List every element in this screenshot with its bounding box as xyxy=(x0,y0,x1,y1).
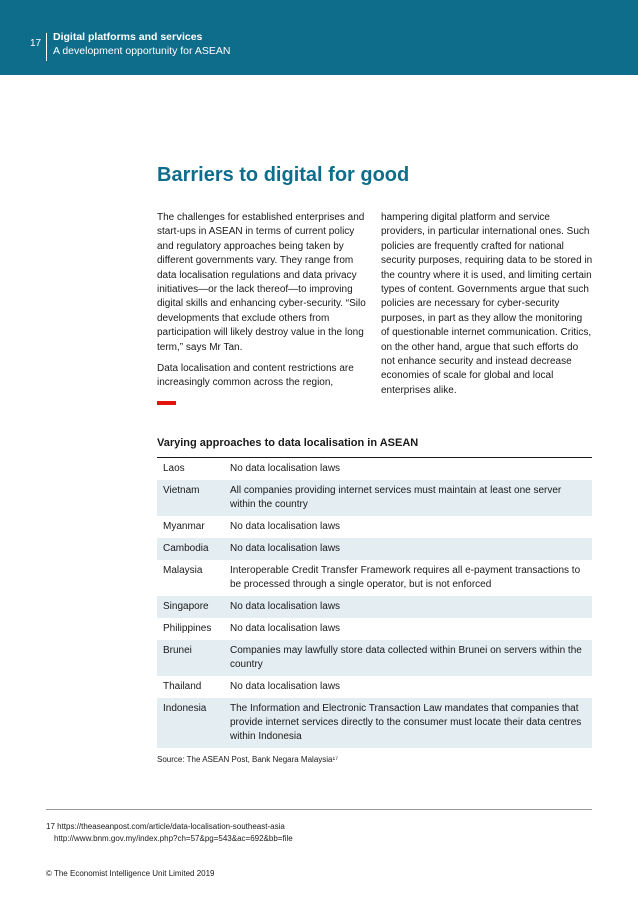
policy-cell: No data localisation laws xyxy=(230,623,341,634)
table-row xyxy=(157,596,592,618)
footnote-link[interactable]: 17 https://theaseanpost.com/article/data-localisation-southeast-asia xyxy=(46,822,285,831)
country-cell: Brunei xyxy=(157,640,224,676)
country-cell: Philippines xyxy=(163,623,212,634)
table-title: Varying approaches to data localisation in ASEAN xyxy=(157,437,419,449)
policy-cell: No data localisation laws xyxy=(224,596,592,618)
data-localisation-table xyxy=(157,458,592,748)
policy-cell: No data localisation laws xyxy=(224,538,592,560)
table-row xyxy=(157,516,592,538)
paragraph: hampering digital platform and service providers, in particular international ones. Such policies are frequently crafted for national security purposes, requiring data to be stored in the country where it is used, and limiting certain types of content. Governments argue that such policies are necessary for cyber-security purposes, in part as they allow the monitoring of questionable internet communication. Critics, on the other hand, argue that such efforts do not enhance security and instead decrease economies of scale for global and local enterprises alike. xyxy=(381,212,593,396)
table-row xyxy=(157,560,592,596)
policy-cell: No data localisation laws xyxy=(230,681,341,692)
country-cell: Myanmar xyxy=(163,521,205,532)
table-row xyxy=(157,480,592,516)
policy-cell: The Information and Electronic Transaction Law mandates that companies that provide internet services directly to the consumer must locate their data centres within Indonesia xyxy=(224,698,592,748)
table-source: Source: The ASEAN Post, Bank Negara Malaysia¹⁷ xyxy=(157,755,339,764)
paragraph: Data localisation and content restrictions are increasingly common across the region, xyxy=(157,363,354,389)
copyright-notice: © The Economist Intelligence Unit Limited 2019 xyxy=(46,869,215,878)
article-left-column xyxy=(157,211,369,398)
article-right-column xyxy=(381,211,593,405)
country-cell: Indonesia xyxy=(157,698,224,748)
report-subtitle: A development opportunity for ASEAN xyxy=(53,45,231,57)
country-cell: Malaysia xyxy=(163,565,203,576)
country-cell: Thailand xyxy=(163,681,202,692)
country-cell: Singapore xyxy=(157,596,224,618)
policy-cell: Interoperable Credit Transfer Framework requires all e-payment transactions to be processed through a single operator, but is not enforced xyxy=(230,565,581,590)
section-heading: Barriers to digital for good xyxy=(157,164,410,186)
report-title: Digital platforms and services xyxy=(53,31,203,43)
header-divider xyxy=(46,33,47,61)
country-cell: Laos xyxy=(163,463,185,474)
country-cell: Vietnam xyxy=(157,480,224,516)
country-cell: Cambodia xyxy=(157,538,224,560)
policy-cell: Companies may lawfully store data collected within Brunei on servers within the country xyxy=(224,640,592,676)
footnote-divider xyxy=(46,809,592,810)
policy-cell: All companies providing internet services must maintain at least one server within the country xyxy=(224,480,592,516)
policy-cell: No data localisation laws xyxy=(230,521,341,532)
accent-bar xyxy=(157,401,176,405)
page-number: 17 xyxy=(30,38,42,49)
table-row xyxy=(157,640,592,676)
paragraph: The challenges for established enterprises and start-ups in ASEAN in terms of current policy and regulatory approaches being taken by different governments vary. They range from data localisation regulations and data privacy initiatives—or the lack thereof—to improving digital skills and enhancing cyber-security. “Silo developments that exclude others from participation will likely destroy value in the long term,” says Mr Tan. xyxy=(157,212,366,353)
page-header xyxy=(0,0,638,75)
policy-cell: No data localisation laws xyxy=(230,463,341,474)
footnote-link[interactable]: http://www.bnm.gov.my/index.php?ch=57&pg=543&ac=692&bb=file xyxy=(54,834,293,843)
table-row xyxy=(157,458,592,480)
table-row xyxy=(157,618,592,640)
table-row xyxy=(157,538,592,560)
table-row xyxy=(157,698,592,748)
table-row xyxy=(157,676,592,698)
